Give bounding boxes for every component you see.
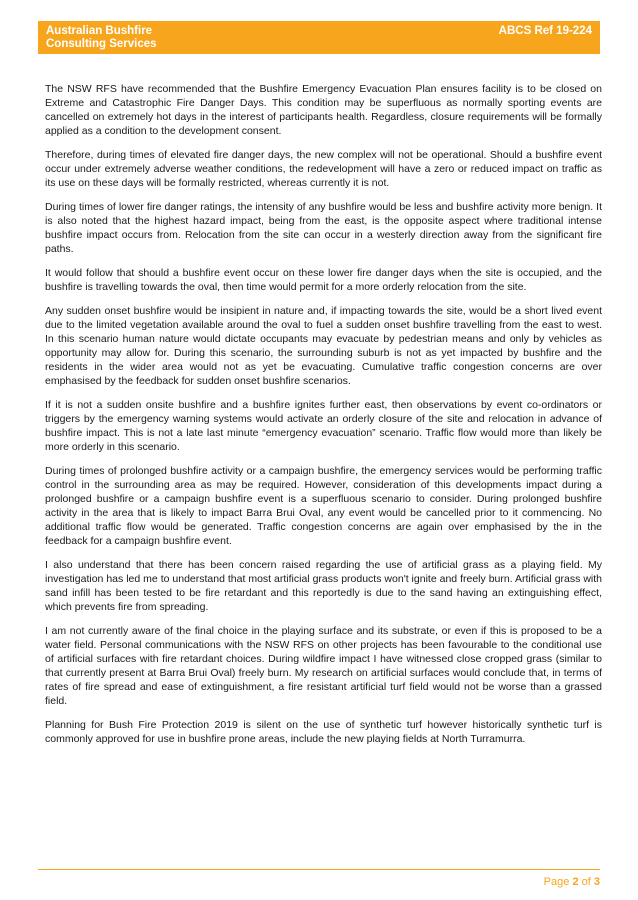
page-number [544, 876, 600, 888]
page-header [38, 21, 600, 54]
page-label: Page [543, 876, 570, 888]
document-body [45, 82, 602, 756]
current-page-number: 2 [572, 876, 579, 888]
document-reference: ABCS Ref 19-224 [498, 25, 592, 37]
paragraph: If it is not a sudden onsite bushfire and a bushfire ignites further east, then observations by event co-ordinators or triggers by the emergency warning systems would activate an orderly closure of the site and relocation in advance of bushfire impact. This is not a late last minute “emergency evacuation” scenario. Traffic flow would more than likely be more orderly in this scenario. [45, 399, 602, 453]
paragraph: I also understand that there has been concern raised regarding the use of artificial grass as a playing field. My investigation has led me to understand that most artificial grass products won't ignite and freely burn. Artificial grass with sand infill has been tested to be fire retardant and this reportedly is due to the sand having an extinguishing effect, which prevents fire from spreading. [45, 559, 602, 613]
paragraph: Any sudden onset bushfire would be insipient in nature and, if impacting towards the site, would be a short lived event due to the limited vegetation available around the oval to fuel a sudden onset bushfire travelling from the east to west. In this scenario human nature would dictate occupants may evacuate by pedestrian means and only by vehicles as opportunity may allow for. During this scenario, the surrounding suburb is not as yet impacted by bushfire and the residents in the wider area would not as yet be evacuating. Cumulative traffic congestion concerns are over emphasised by the feedback for sudden onset bushfire scenarios. [45, 305, 602, 387]
paragraph: During times of lower fire danger ratings, the intensity of any bushfire would be less and bushfire activity more benign. It is also noted that the highest hazard impact, being from the east, is the opposite aspect where traditional intense bushfire impact occurs from. Relocation from the site can occur in a westerly direction away from the significant fire paths. [45, 201, 602, 255]
paragraph: The NSW RFS have recommended that the Bushfire Emergency Evacuation Plan ensures facility is to be closed on Extreme and Catastrophic Fire Danger Days. This condition may be superfluous as normally sporting events are cancelled on extremely hot days in the interest of participants health. Regardless, closure requirements will be formally applied as a condition to the development consent. [45, 83, 602, 137]
paragraph: During times of prolonged bushfire activity or a campaign bushfire, the emergency services would be performing traffic control in the surrounding area as may be required. However, consideration of this developments impact during a prolonged bushfire or a campaign bushfire event is a superfluous scenario to consider. During prolonged bushfire activity in the area that is likely to impact Barra Brui Oval, any event would be cancelled prior to it commencing. No additional traffic flow would be generated. Traffic congestion concerns are again over emphasised by the in the feedback for a campaign bushfire event. [45, 465, 602, 547]
paragraph: It would follow that should a bushfire event occur on these lower fire danger days when the site is occupied, and the bushfire is travelling towards the oval, then time would permit for a more orderly relocation from the site. [45, 267, 602, 293]
paragraph: I am not currently aware of the final choice in the playing surface and its substrate, or even if this is proposed to be a water field. Personal communications with the NSW RFS on other projects has been favourable to the conditional use of artificial surfaces with fire retardant choices. During wildfire impact I have witnessed close cropped grass (similar to that currently present at Barra Brui Oval) freely burn. My research on artificial surfaces would conclude that, in terms of rates of fire spread and ease of extinguishment, a fire resistant artificial turf field would not be worse than a grassed field. [45, 625, 602, 707]
organisation-name [46, 25, 157, 51]
organisation-name-line-1: Australian Bushfire [46, 25, 153, 37]
page-of-label: of [581, 876, 591, 888]
organisation-name-line-2: Consulting Services [46, 38, 157, 50]
footer-divider [38, 869, 600, 870]
paragraph: Therefore, during times of elevated fire danger days, the new complex will not be operational. Should a bushfire event occur under extremely adverse weather conditions, the redevelopment will have a zero or reduced impact on traffic as its use on these days will be formally restricted, whereas currently it is not. [45, 149, 602, 189]
total-pages-number: 3 [593, 876, 600, 888]
paragraph: Planning for Bush Fire Protection 2019 is silent on the use of synthetic turf however historically synthetic turf is commonly approved for use in bushfire prone areas, include the new playing fields at North Turramurra. [45, 719, 602, 745]
